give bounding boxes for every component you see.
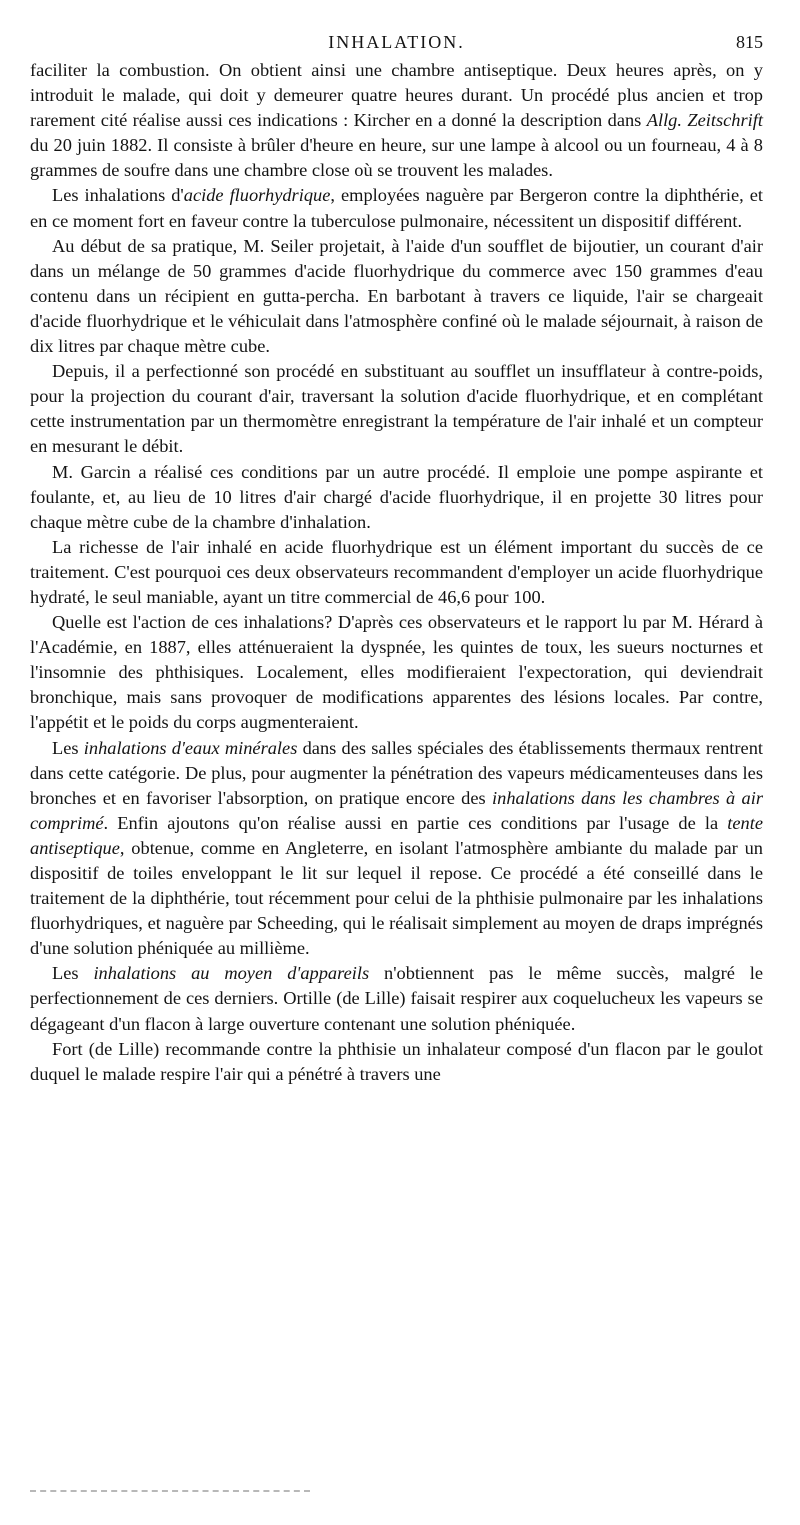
text-run: La richesse de l'air inhalé en acide fluorhydrique est un élément important du succès de ce traitement. C'est pourquoi ces deux observateurs recommandent d'employer un acide fluorhydrique hydraté, le seul maniable, ayant un titre commercial de 46,6 pour 100. bbox=[30, 536, 763, 607]
text-run: Quelle est l'action de ces inhalations? D'après ces observateurs et le rapport lu par M. Hérard à l'Académie, en 1887, elles atténueraient la dyspnée, les quintes de toux, les sueurs nocturnes et l'insomnie des phthisiques. Localement, elles modifieraient l'expectoration, qui deviendrait bronchique, mais sans provoquer de modifications apparentes des lésions locales. Par contre, l'appétit et le poids du corps augmenteraient. bbox=[30, 612, 763, 733]
text-run: dans des salles spéciales des établissements thermaux rentrent dans cette catégorie. De plus, pour augmenter la pénétration des vapeurs médicamenteuses dans les bronches et en favoriser l'absorption, on pratique encore des bbox=[30, 737, 763, 808]
text-run: du 20 juin 1882. Il consiste à brûler d'heure en heure, sur une lampe à alcool ou un fourneau, 4 à 8 grammes de soufre dans une chambre close où se trouvent les malades. bbox=[30, 135, 763, 181]
book-page bbox=[30, 30, 763, 1087]
italic-phrase: inhalations au moyen d'appareils bbox=[93, 963, 370, 984]
paragraph bbox=[30, 610, 763, 735]
scan-artifact-marks bbox=[30, 1490, 310, 1496]
text-run: . Enfin ajoutons qu'on réalise aussi en partie ces conditions par l'usage de la bbox=[103, 812, 728, 833]
running-title: INHALATION. bbox=[328, 32, 465, 52]
text-run: Depuis, il a perfectionné son procédé en substituant au soufflet un insufflateur à contre-poids, pour la projection du courant d'air, traversant la solution d'acide fluorhydrique, et en complétant cette instrumentation par un thermomètre enregistrant la température de l'air inhalé et un compteur en mesurant le débit. bbox=[30, 361, 763, 457]
text-run: Les bbox=[52, 737, 84, 758]
text-run: Les inhalations d' bbox=[52, 185, 184, 206]
italic-phrase: inhalations dans les chambres à air comprimé bbox=[30, 787, 763, 833]
paragraph bbox=[30, 1037, 763, 1087]
paragraph bbox=[30, 460, 763, 535]
italic-phrase: inhalations d'eaux minérales bbox=[83, 737, 298, 758]
text-run: Les bbox=[52, 963, 94, 984]
paragraph bbox=[30, 58, 763, 183]
paragraph bbox=[30, 736, 763, 962]
page-number: 815 bbox=[736, 32, 763, 52]
text-run: n'obtiennent pas le même succès, malgré le perfectionnement de ces derniers. Ortille (de Lille) faisait respirer aux coquelucheux les vapeurs se dégageant d'un flacon à large ouverture contenant une solution phéniquée. bbox=[30, 963, 763, 1034]
text-run: Fort (de Lille) recommande contre la phthisie un inhalateur composé d'un flacon par le goulot duquel le malade respire l'air qui a pénétré à travers une bbox=[30, 1038, 763, 1084]
text-run: M. Garcin a réalisé ces conditions par un autre procédé. Il emploie une pompe aspirante et foulante, et, au lieu de 10 litres d'air chargé d'acide fluorhydrique, il en projette 30 litres pour chaque mètre cube de la chambre d'inhalation. bbox=[30, 461, 763, 532]
paragraph bbox=[30, 535, 763, 610]
italic-phrase: tente antiseptique bbox=[30, 812, 763, 858]
paragraph bbox=[30, 183, 763, 233]
text-run: Au début de sa pratique, M. Seiler projetait, à l'aide d'un soufflet de bijoutier, un courant d'air dans un mélange de 50 grammes d'acide fluorhydrique du commerce avec 150 grammes d'eau contenu dans un récipient en gutta-percha. En barbotant à travers ce liquide, l'air se chargeait d'acide fluorhydrique et le véhiculait dans l'atmosphère confiné où le malade séjournait, à raison de dix litres par chaque mètre cube. bbox=[30, 235, 763, 357]
page-header bbox=[30, 30, 763, 58]
text-run: faciliter la combustion. On obtient ainsi une chambre antiseptique. Deux heures après, on y introduit le malade, qui doit y demeurer quatre heures durant. Un procédé plus ancien et trop rarement cité réalise aussi ces indications : Kircher en a donné la description dans bbox=[30, 60, 763, 131]
paragraph bbox=[30, 234, 763, 359]
paragraph bbox=[30, 961, 763, 1036]
text-run: , obtenue, comme en Angleterre, en isolant l'atmosphère ambiante du malade par un dispositif de toiles enveloppant le lit sur lequel il repose. Ce procédé a été conseillé dans le traitement de la diphthérie, tout récemment pour celui de la phthisie pulmonaire par les inhalations fluorhydriques, et naguère par Scheeding, qui le réalisait simplement au moyen de draps imprégnés d'une solution phéniquée au millième. bbox=[30, 837, 763, 959]
italic-phrase: acide fluorhydrique bbox=[183, 185, 331, 206]
italic-phrase: Allg. Zeitschrift bbox=[646, 110, 763, 131]
paragraph bbox=[30, 359, 763, 459]
text-run: , employées naguère par Bergeron contre la diphthérie, et en ce moment fort en faveur contre la tuberculose pulmonaire, nécessitent un dispositif différent. bbox=[30, 185, 763, 231]
body-text bbox=[30, 58, 763, 1087]
